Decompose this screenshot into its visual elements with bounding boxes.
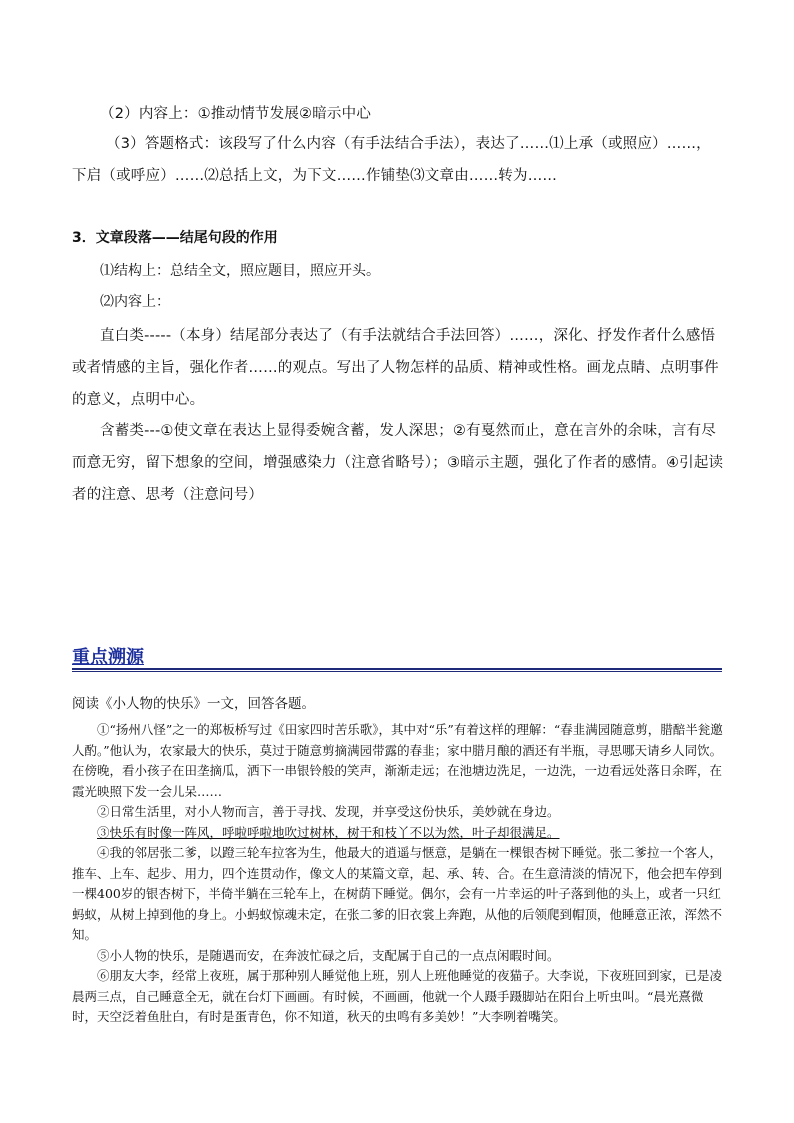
excerpt-paragraph-1: ①“扬州八怪”之一的郑板桥写过《田家四时苦乐歌》，其中对“乐”有着这样的理解：“春韭满园随意剪，腊醅半瓮邀人酌。”他认为，农家最大的快乐，莫过于随意剪摘满园带露的春韭；家中腊月酿的酒还有半瓶，寻思哪天请乡人同饮。在傍晚，看小孩子在田垄摘瓜，洒下一串银铃般的笑声，渐渐走远；在池塘边洗足，一边洗，一边看远处落日余晖，在霞光映照下发一会儿呆…… [72,722,723,799]
section-divider-thin [72,671,722,672]
content-point: ⑵内容上： [100,294,170,310]
content-line: （2）内容上：①推动情节发展②暗示中心 [100,106,372,122]
excerpt-paragraph-3: ③快乐有时像一阵风，呼啦呼啦地吹过树林，树干和枝丫不以为然，叶子却很满足。 [97,824,560,840]
section-title: 重点溯源 [72,647,144,668]
excerpt-paragraph-4: ④我的邻居张二爹，以蹬三轮车拉客为生，他最大的逍遥与惬意，是躺在一棵银杏树下睡觉。张二爹拉一个客人，推车、上车、起步、用力，四个连贯动作，像文人的某篇文章，起、承、转、合。在生意清淡的情况下，他会把车停到一棵400岁的银杏树下，半倚半躺在三轮车上，在树荫下睡觉。偶尔，会有一片幸运的叶子落到他的头上，或者一只红蚂蚁，从树上掉到他的身上。小蚂蚁惊魂未定，在张二爹的旧衣裳上奔跑，从他的后领爬到帽顶，他睡意正浓，浑然不知。 [72,845,723,942]
section-divider [72,668,722,670]
heading-ending-function: 3．文章段落——结尾句段的作用 [72,230,278,246]
excerpt-paragraph-5: ⑤小人物的快乐，是随遇而安，在奔波忙碌之后，支配属于自己的一点点闲暇时间。 [97,947,560,963]
direct-type: 直白类-----（本身）结尾部分表达了（有手法就结合手法回答）……，深化、抒发作者什么感悟或者情感的主旨，强化作者……的观点。写出了人物怎样的品质、精神或性格。画龙点睛、点明事件的意义，点明中心。 [72,328,719,408]
reading-intro: 阅读《小人物的快乐》一文，回答各题。 [72,696,315,712]
structure-point: ⑴结构上：总结全文，照应题目，照应开头。 [100,263,380,279]
answer-format: （3）答题格式：该段写了什么内容（有手法结合手法），表达了……⑴上承（或照应）……，下启（或呼应）……⑵总括上文，为下文……作铺垫⑶文章由……转为…… [72,136,711,184]
reading-excerpt [72,720,724,1028]
excerpt-paragraph-6: ⑥朋友大李，经常上夜班，属于那种别人睡觉他上班，别人上班他睡觉的夜猫子。大李说，下夜班回到家，已是凌晨两三点，自己睡意全无，就在台灯下画画。有时候，不画画，他就一个人蹑手蹑脚站在阳台上听虫叫。“晨光熹微时，天空泛着鱼肚白，有时是蛋青色，你不知道，秋天的虫鸣有多美妙！”大李咧着嘴笑。 [72,968,723,1024]
implicit-type: 含蓄类---①使文章在表达上显得委婉含蓄，发人深思；②有戛然而止，意在言外的余味，言有尽而意无穷，留下想象的空间，增强感染力（注意省略号）；③暗示主题，强化了作者的感情。④引起读者的注意、思考（注意问号） [72,423,724,503]
excerpt-paragraph-2: ②日常生活里，对小人物而言，善于寻找、发现，并享受这份快乐，美妙就在身边。 [97,804,560,819]
